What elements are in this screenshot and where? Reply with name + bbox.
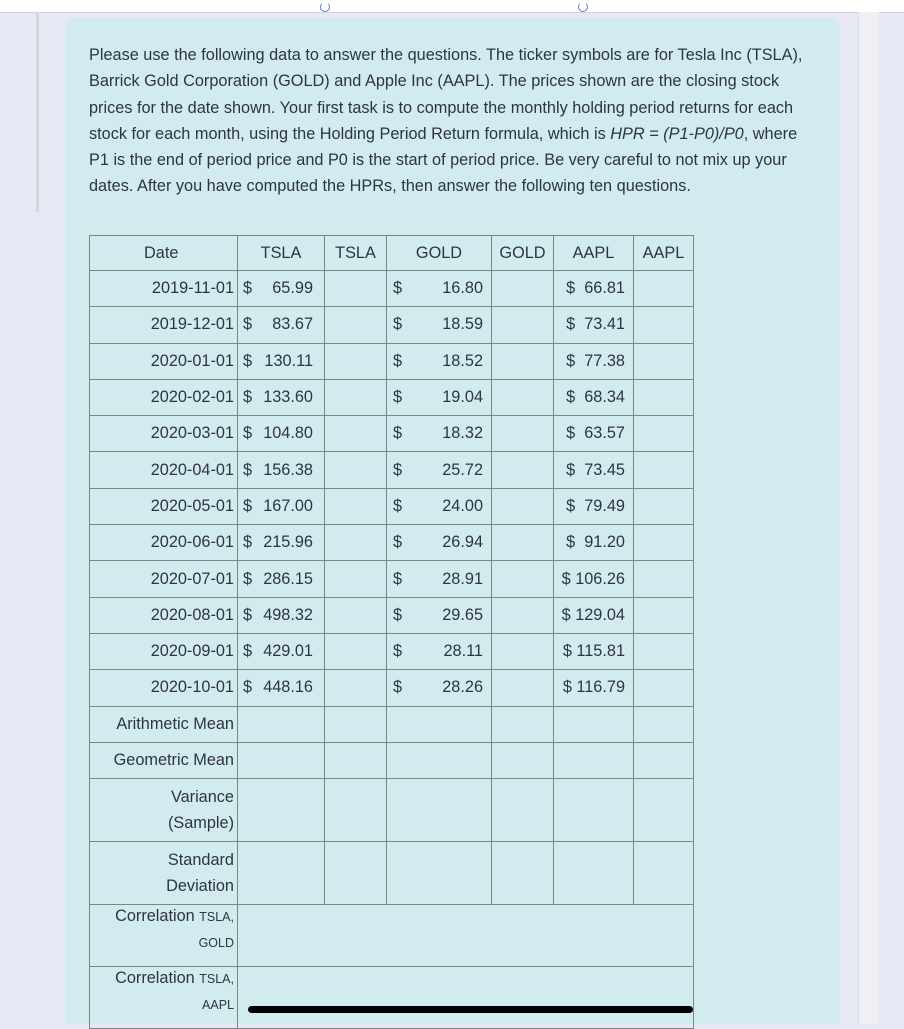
answer-cell[interactable] [492, 742, 554, 778]
currency-symbol: $ [393, 533, 403, 552]
answer-cell[interactable] [634, 670, 694, 706]
aapl-price: $ 73.41 [566, 315, 625, 334]
date-cell: 2020-09-01 [90, 633, 238, 669]
correlation-label: Correlation [115, 968, 195, 987]
variance-row [90, 778, 694, 841]
gold-price: 16.80 [442, 279, 483, 298]
correlation-ticker-a: TSLA, [199, 971, 234, 986]
header-gold: GOLD [387, 236, 492, 271]
header-date: Date [90, 236, 238, 271]
answer-cell[interactable] [238, 706, 325, 742]
std-dev-label-line2: Deviation [166, 876, 234, 895]
gold-price-cell [387, 525, 492, 561]
aapl-price-cell [554, 670, 634, 706]
answer-cell[interactable] [492, 597, 554, 633]
price-table [89, 235, 694, 1029]
currency-symbol: $ [393, 279, 403, 298]
gold-price: 25.72 [442, 460, 483, 479]
answer-cell[interactable] [492, 307, 554, 343]
answer-cell[interactable] [492, 416, 554, 452]
answer-cell[interactable] [634, 488, 694, 524]
aapl-price: $ 91.20 [566, 533, 625, 552]
correlation-tsla-gold-row [90, 904, 694, 966]
tsla-price: 130.11 [264, 351, 313, 370]
answer-cell[interactable] [492, 841, 554, 904]
tsla-price-cell [238, 416, 325, 452]
answer-cell[interactable] [325, 343, 387, 379]
currency-symbol: $ [243, 460, 253, 479]
gold-price: 28.91 [442, 569, 483, 588]
answer-cell[interactable] [492, 343, 554, 379]
hpr-formula: HPR = (P1-P0)/P0 [610, 124, 744, 143]
answer-cell[interactable] [634, 841, 694, 904]
answer-cell[interactable] [387, 778, 492, 841]
answer-cell[interactable] [325, 742, 387, 778]
answer-cell[interactable] [238, 904, 694, 966]
date-cell: 2020-10-01 [90, 670, 238, 706]
aapl-price: $ 73.45 [566, 460, 625, 479]
gold-price: 18.32 [442, 424, 483, 443]
tsla-price-cell [238, 670, 325, 706]
currency-symbol: $ [243, 678, 253, 697]
table-row [90, 307, 694, 343]
answer-cell[interactable] [634, 379, 694, 415]
currency-symbol: $ [393, 569, 403, 588]
tsla-price-cell [238, 597, 325, 633]
currency-symbol: $ [393, 315, 403, 334]
question-text [89, 42, 819, 200]
tsla-price-cell [238, 271, 325, 307]
correlation-tsla-aapl-row [90, 966, 694, 1028]
aapl-price-cell [554, 597, 634, 633]
aapl-price: $ 79.49 [566, 496, 625, 515]
correlation-tsla-aapl-label [90, 966, 238, 1028]
answer-cell[interactable] [554, 742, 634, 778]
gold-price: 19.04 [442, 388, 483, 407]
gold-price-cell [387, 343, 492, 379]
right-panel [858, 12, 879, 1024]
aapl-price: $ 115.81 [562, 642, 625, 661]
header-aapl-hpr: AAPL [634, 236, 694, 271]
aapl-price: $ 106.26 [561, 569, 625, 588]
correlation-tsla-gold-label [90, 904, 238, 966]
gold-price: 24.00 [442, 496, 483, 515]
answer-cell[interactable] [325, 379, 387, 415]
tsla-price: 104.80 [263, 424, 313, 443]
question-text-part1: Please use the following data to answer the questions. The ticker symbols are for Tesla Inc (TSLA), Barrick Gold Corporation (GOLD) and Apple Inc (AAPL). The prices shown are the closing stock prices for the date shown. Your first task is to compute the monthly holding period returns for each stock for each month, using the Holding Period Return formula, which is [89, 46, 803, 143]
date-cell: 2020-04-01 [90, 452, 238, 488]
date-cell: 2020-08-01 [90, 597, 238, 633]
variance-label-line1: Variance [170, 787, 234, 806]
currency-symbol: $ [393, 605, 403, 624]
answer-cell[interactable] [634, 525, 694, 561]
currency-symbol: $ [243, 388, 253, 407]
table-row [90, 633, 694, 669]
gold-price: 26.94 [442, 533, 483, 552]
geometric-mean-row [90, 742, 694, 778]
variance-label-line2: (Sample) [167, 813, 234, 832]
std-dev-label-line1: Standard [167, 850, 234, 869]
date-cell: 2019-12-01 [90, 307, 238, 343]
top-toolbar [0, 0, 904, 13]
answer-cell[interactable] [325, 778, 387, 841]
std-dev-row [90, 841, 694, 904]
answer-cell[interactable] [325, 561, 387, 597]
correlation-label: Correlation [115, 906, 195, 925]
currency-symbol: $ [243, 642, 253, 661]
arithmetic-mean-label: Arithmetic Mean [90, 706, 238, 742]
table-row [90, 670, 694, 706]
table-header-row [90, 236, 694, 271]
variance-label [90, 778, 238, 841]
answer-cell[interactable] [634, 307, 694, 343]
tsla-price-cell [238, 307, 325, 343]
tsla-price-cell [238, 488, 325, 524]
currency-symbol: $ [393, 460, 403, 479]
date-cell: 2020-05-01 [90, 488, 238, 524]
gold-price-cell [387, 561, 492, 597]
tsla-price-cell [238, 452, 325, 488]
aapl-price: $ 129.04 [561, 605, 625, 624]
answer-cell[interactable] [325, 416, 387, 452]
gold-price-cell [387, 488, 492, 524]
answer-cell[interactable] [634, 742, 694, 778]
currency-symbol: $ [393, 678, 403, 697]
currency-symbol: $ [243, 279, 253, 298]
aapl-price-cell [554, 416, 634, 452]
aapl-price-cell [554, 488, 634, 524]
table-row [90, 525, 694, 561]
correlation-ticker-b: GOLD [198, 935, 234, 950]
currency-symbol: $ [393, 388, 403, 407]
horizontal-scrollbar[interactable] [248, 1006, 693, 1013]
tsla-price-cell [238, 343, 325, 379]
correlation-ticker-b: AAPL [202, 997, 234, 1012]
answer-cell[interactable] [325, 488, 387, 524]
answer-cell[interactable] [554, 706, 634, 742]
answer-cell[interactable] [492, 379, 554, 415]
answer-cell[interactable] [634, 706, 694, 742]
answer-cell[interactable] [387, 841, 492, 904]
currency-symbol: $ [243, 496, 253, 515]
tsla-price: 83.67 [272, 315, 313, 334]
date-cell: 2020-06-01 [90, 525, 238, 561]
std-dev-label [90, 841, 238, 904]
answer-cell[interactable] [634, 633, 694, 669]
currency-symbol: $ [393, 642, 403, 661]
currency-symbol: $ [243, 533, 253, 552]
aapl-price-cell [554, 452, 634, 488]
date-cell: 2020-03-01 [90, 416, 238, 452]
answer-cell[interactable] [325, 597, 387, 633]
answer-cell[interactable] [492, 561, 554, 597]
gold-price: 28.11 [443, 642, 483, 661]
answer-cell[interactable] [387, 706, 492, 742]
aapl-price-cell [554, 379, 634, 415]
answer-cell[interactable] [492, 778, 554, 841]
table-row [90, 379, 694, 415]
aapl-price-cell [554, 307, 634, 343]
date-cell: 2020-02-01 [90, 379, 238, 415]
tsla-price: 498.32 [263, 605, 313, 624]
currency-symbol: $ [243, 315, 253, 334]
answer-cell[interactable] [634, 452, 694, 488]
currency-symbol: $ [393, 351, 403, 370]
geometric-mean-label: Geometric Mean [90, 742, 238, 778]
arithmetic-mean-row [90, 706, 694, 742]
answer-cell[interactable] [492, 706, 554, 742]
tsla-price-cell [238, 633, 325, 669]
date-cell: 2020-01-01 [90, 343, 238, 379]
header-tsla-hpr: TSLA [325, 236, 387, 271]
currency-symbol: $ [243, 605, 253, 624]
gold-price: 18.59 [442, 315, 483, 334]
table-row [90, 271, 694, 307]
table-row [90, 452, 694, 488]
aapl-price: $ 66.81 [566, 279, 625, 298]
tsla-price: 448.16 [263, 678, 313, 697]
gold-price: 28.26 [442, 678, 483, 697]
currency-symbol: $ [243, 424, 253, 443]
loading-indicator-icon [320, 2, 330, 12]
answer-cell[interactable] [238, 841, 325, 904]
answer-cell[interactable] [634, 778, 694, 841]
answer-cell[interactable] [325, 452, 387, 488]
tsla-price: 286.15 [263, 569, 313, 588]
answer-cell[interactable] [554, 841, 634, 904]
currency-symbol: $ [243, 569, 253, 588]
aapl-price-cell [554, 271, 634, 307]
answer-cell[interactable] [325, 670, 387, 706]
answer-cell[interactable] [634, 597, 694, 633]
correlation-ticker-a: TSLA, [199, 909, 234, 924]
sidebar-divider [36, 12, 39, 212]
answer-cell[interactable] [492, 271, 554, 307]
gold-price-cell [387, 379, 492, 415]
tsla-price-cell [238, 525, 325, 561]
currency-symbol: $ [243, 351, 253, 370]
question-text-part2: , where P1 is the end of period price and P0 is the start of period price. Be very careful to not mix up your dates. After you have computed the HPRs, then answer the following ten questions. [89, 124, 798, 196]
aapl-price: $ 116.79 [562, 678, 625, 697]
gold-price: 18.52 [442, 351, 483, 370]
table-row [90, 343, 694, 379]
answer-cell[interactable] [634, 561, 694, 597]
answer-cell[interactable] [238, 778, 325, 841]
gold-price-cell [387, 597, 492, 633]
tsla-price: 156.38 [263, 460, 313, 479]
gold-price-cell [387, 452, 492, 488]
gold-price: 29.65 [442, 605, 483, 624]
table-row [90, 597, 694, 633]
answer-cell[interactable] [554, 778, 634, 841]
currency-symbol: $ [393, 496, 403, 515]
answer-cell[interactable] [325, 307, 387, 343]
gold-price-cell [387, 670, 492, 706]
answer-cell[interactable] [634, 416, 694, 452]
tsla-price: 133.60 [263, 388, 313, 407]
tsla-price-cell [238, 379, 325, 415]
answer-cell[interactable] [325, 271, 387, 307]
aapl-price: $ 77.38 [566, 351, 625, 370]
date-cell: 2020-07-01 [90, 561, 238, 597]
tsla-price-cell [238, 561, 325, 597]
answer-cell[interactable] [238, 966, 694, 1028]
answer-cell[interactable] [492, 452, 554, 488]
gold-price-cell [387, 633, 492, 669]
answer-cell[interactable] [492, 633, 554, 669]
header-gold-hpr: GOLD [492, 236, 554, 271]
header-aapl: AAPL [554, 236, 634, 271]
aapl-price: $ 63.57 [566, 424, 625, 443]
header-tsla: TSLA [238, 236, 325, 271]
answer-cell[interactable] [325, 633, 387, 669]
tsla-price: 65.99 [272, 279, 313, 298]
aapl-price-cell [554, 525, 634, 561]
aapl-price-cell [554, 343, 634, 379]
aapl-price: $ 68.34 [566, 388, 625, 407]
gold-price-cell [387, 416, 492, 452]
date-cell: 2019-11-01 [90, 271, 238, 307]
answer-cell[interactable] [325, 525, 387, 561]
aapl-price-cell [554, 633, 634, 669]
answer-cell[interactable] [492, 488, 554, 524]
loading-indicator-icon [578, 2, 588, 12]
table-row [90, 416, 694, 452]
answer-cell[interactable] [492, 525, 554, 561]
answer-cell[interactable] [325, 706, 387, 742]
gold-price-cell [387, 307, 492, 343]
tsla-price: 167.00 [263, 496, 313, 515]
gold-price-cell [387, 271, 492, 307]
tsla-price: 429.01 [263, 642, 313, 661]
answer-cell[interactable] [492, 670, 554, 706]
answer-cell[interactable] [238, 742, 325, 778]
answer-cell[interactable] [634, 343, 694, 379]
table-row [90, 488, 694, 524]
answer-cell[interactable] [634, 271, 694, 307]
table-row [90, 561, 694, 597]
question-card [65, 18, 840, 1024]
answer-cell[interactable] [325, 841, 387, 904]
currency-symbol: $ [393, 424, 403, 443]
aapl-price-cell [554, 561, 634, 597]
tsla-price: 215.96 [263, 533, 313, 552]
answer-cell[interactable] [387, 742, 492, 778]
